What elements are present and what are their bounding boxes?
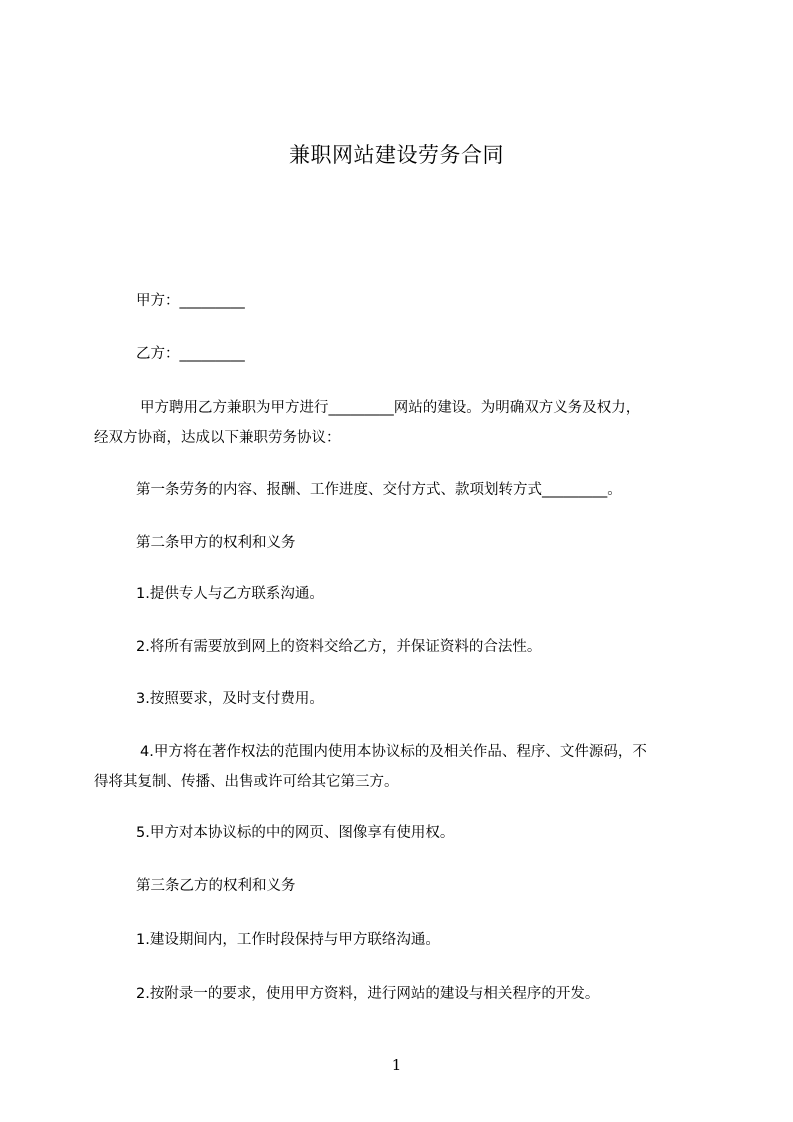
page-number: 1: [391, 1056, 402, 1074]
article-2-item-4: [94, 737, 696, 797]
article-3-heading: 第三条乙方的权利和义务: [136, 878, 296, 894]
party-b-line: 乙方：_________: [136, 346, 245, 362]
document-title: 兼职网站建设劳务合同: [289, 143, 504, 167]
article-2-heading: 第二条甲方的权利和义务: [136, 535, 296, 551]
article-3-item-1: 1.建设期间内，工作时段保持与甲方联络沟通。: [136, 932, 440, 948]
article-2-item-2: 2.将所有需要放到网上的资料交给乙方，并保证资料的合法性。: [136, 639, 542, 655]
article-2-item-1: 1.提供专人与乙方联系沟通。: [136, 586, 324, 602]
article-1: 第一条劳务的内容、报酬、工作进度、交付方式、款项划转方式_________。: [136, 482, 622, 498]
intro-paragraph: [94, 393, 696, 453]
article-2-item-5: 5.甲方对本协议标的中的网页、图像享有使用权。: [136, 825, 455, 841]
article-2-item-4-line-1: 4.甲方将在著作权法的范围内使用本协议标的及相关作品、程序、文件源码，不: [140, 744, 647, 760]
article-2-item-4-line-2: 得将其复制、传播、出售或许可给其它第三方。: [94, 774, 399, 790]
party-a-line: 甲方：_________: [136, 293, 245, 309]
intro-line-2: 经双方协商，达成以下兼职劳务协议：: [94, 430, 341, 446]
intro-line-1: 甲方聘用乙方兼职为甲方进行_________网站的建设。为明确双方义务及权力，: [140, 400, 641, 416]
article-3-item-2: 2.按附录一的要求，使用甲方资料，进行网站的建设与相关程序的开发。: [136, 986, 600, 1002]
article-2-item-3: 3.按照要求，及时支付费用。: [136, 691, 324, 707]
